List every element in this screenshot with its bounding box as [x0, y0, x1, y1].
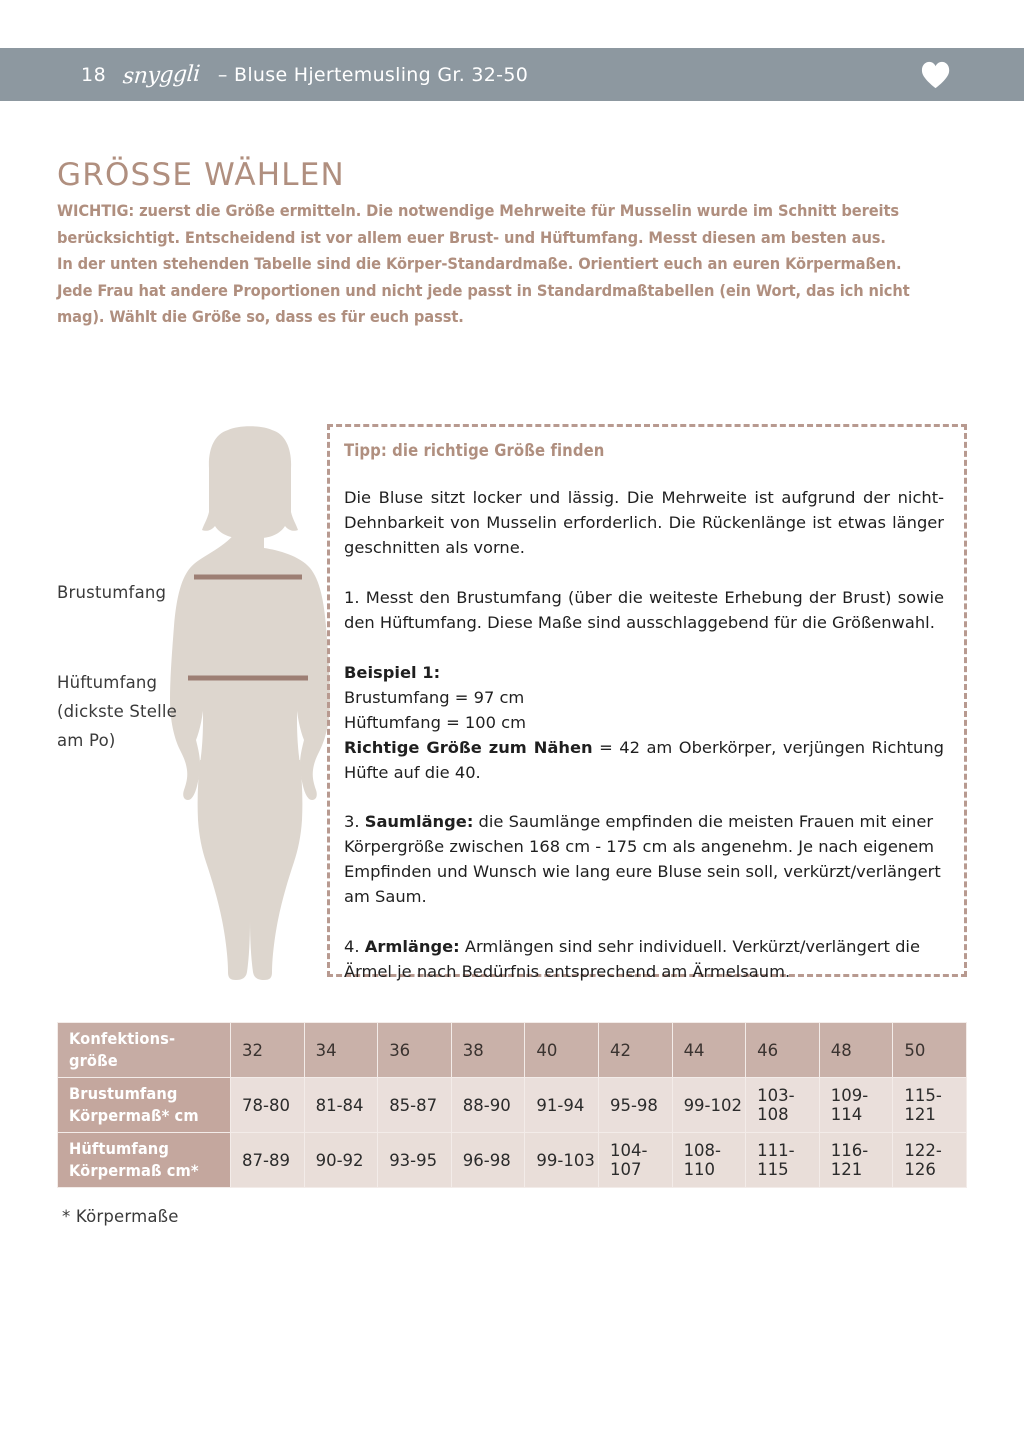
- row-label-line-2: Körpermaß cm*: [69, 1161, 199, 1180]
- size-cell: 42: [598, 1023, 672, 1078]
- example-hip: Hüftumfang = 100 cm: [344, 713, 526, 732]
- row-label-line-1: Hüftumfang: [69, 1139, 169, 1158]
- tip-box: [327, 424, 967, 981]
- hip-label-line-1: Hüftumfang: [57, 673, 158, 692]
- brand-logo: snyggli: [122, 61, 201, 90]
- table-cell: 91-94: [525, 1078, 599, 1133]
- table-cell: 111-115: [746, 1133, 820, 1188]
- title-separator: –: [217, 63, 228, 86]
- step-3-text: die Saumlänge empfinden die meisten Frauen mit einer Körpergröße zwischen 168 cm - 175 cm als angenehm. Je nach eigenem Empfinden und Wunsch wie lang eure Bluse sein soll, verkürzt/verlängert am Saum.: [344, 812, 941, 906]
- row-label-bust: [58, 1078, 231, 1133]
- table-cell: 88-90: [451, 1078, 525, 1133]
- table-header-label: [58, 1023, 231, 1078]
- table-cell: 93-95: [378, 1133, 452, 1188]
- table-cell: 108-110: [672, 1133, 746, 1188]
- row-label-hip: [58, 1133, 231, 1188]
- table-cell: 104-107: [598, 1133, 672, 1188]
- table-footnote: * Körpermaße: [62, 1207, 179, 1226]
- table-row: [58, 1133, 967, 1188]
- table-header-row: [58, 1023, 967, 1078]
- heart-icon: [920, 61, 950, 89]
- step-4-label: Armlänge:: [364, 937, 460, 956]
- size-cell: 40: [525, 1023, 599, 1078]
- tip-step-3: [344, 809, 944, 909]
- example-result-text: = 42 am Oberkörper, verjüngen Richtung Hüfte auf die 40.: [344, 738, 944, 782]
- size-cell: 44: [672, 1023, 746, 1078]
- section-title: GRÖSSE WÄHLEN: [57, 156, 345, 193]
- table-cell: 78-80: [231, 1078, 305, 1133]
- tip-box-heading: Tipp: die richtige Größe finden: [344, 441, 605, 460]
- hip-label: [57, 668, 177, 755]
- size-cell: 32: [231, 1023, 305, 1078]
- size-cell: 46: [746, 1023, 820, 1078]
- table-cell: 115-121: [893, 1078, 967, 1133]
- example-result: [344, 735, 944, 785]
- row-label-line-2: Körpermaß* cm: [69, 1106, 199, 1125]
- step-3-label: Saumlänge:: [364, 812, 474, 831]
- table-cell: 87-89: [231, 1133, 305, 1188]
- table-cell: 109-114: [819, 1078, 893, 1133]
- table-cell: 90-92: [304, 1133, 378, 1188]
- tip-step-4: [344, 934, 944, 984]
- size-cell: 38: [451, 1023, 525, 1078]
- intro-paragraph-1: WICHTIG: zuerst die Größe ermitteln. Die notwendige Mehrweite für Musselin wurde im Schnitt bereits berücksichtigt. Entscheidend ist vor allem euer Brust- und Hüftumfang. Messt diesen am besten aus.: [57, 201, 899, 247]
- example-bust: Brustumfang = 97 cm: [344, 688, 525, 707]
- header-label-line-2: größe: [69, 1051, 118, 1070]
- step-3-number: 3.: [344, 812, 365, 831]
- intro-text: [57, 198, 937, 331]
- step-4-number: 4.: [344, 937, 365, 956]
- size-cell: 34: [304, 1023, 378, 1078]
- table-cell: 116-121: [819, 1133, 893, 1188]
- table-cell: 81-84: [304, 1078, 378, 1133]
- table-cell: 95-98: [598, 1078, 672, 1133]
- table-cell: 96-98: [451, 1133, 525, 1188]
- tip-example-block: [344, 660, 944, 785]
- title-text: Bluse Hjertemusling Gr. 32-50: [233, 63, 529, 86]
- table-row: [58, 1078, 967, 1133]
- tip-step-1: 1. Messt den Brustumfang (über die weiteste Erhebung der Brust) sowie den Hüftumfang. Diese Maße sind ausschlaggebend für die Größenwahl.: [344, 588, 944, 632]
- page-title: [218, 64, 528, 86]
- tip-intro-paragraph: Die Bluse sitzt locker und lässig. Die Mehrweite ist aufgrund der nicht-Dehnbarkeit von Musselin erforderlich. Die Rückenlänge ist etwas länger geschnitten als vorne.: [344, 488, 944, 557]
- size-chart-table: [57, 1022, 967, 1188]
- size-cell: 50: [893, 1023, 967, 1078]
- step-4-text: Armlängen sind sehr individuell. Verkürzt/verlängert die Ärmel je nach Bedürfnis entsprechend am Ärmelsaum.: [344, 937, 920, 981]
- example-result-label: Richtige Größe zum Nähen: [344, 738, 593, 757]
- page-header-bar: [0, 48, 1024, 101]
- table-cell: 122-126: [893, 1133, 967, 1188]
- table-cell: 85-87: [378, 1078, 452, 1133]
- table-cell: 99-102: [672, 1078, 746, 1133]
- hip-label-line-3: am Po): [57, 731, 116, 750]
- body-silhouette-figure: [150, 420, 350, 980]
- table-cell: 103-108: [746, 1078, 820, 1133]
- bust-label: Brustumfang: [57, 583, 167, 602]
- table-cell: 99-103: [525, 1133, 599, 1188]
- example-heading: Beispiel 1:: [344, 663, 441, 682]
- size-cell: 48: [819, 1023, 893, 1078]
- header-label-line-1: Konfektions-: [69, 1029, 176, 1048]
- row-label-line-1: Brustumfang: [69, 1084, 178, 1103]
- page-number: 18: [81, 63, 107, 86]
- intro-paragraph-2: In der unten stehenden Tabelle sind die Körper-Standardmaße. Orientiert euch an euren Körpermaßen. Jede Frau hat andere Proportionen und nicht jede passt in Standardmaßtabellen (ein Wort, das ich nicht mag). Wählt die Größe so, dass es für euch passt.: [57, 254, 910, 326]
- hip-label-line-2: (dickste Stelle: [57, 702, 177, 721]
- size-cell: 36: [378, 1023, 452, 1078]
